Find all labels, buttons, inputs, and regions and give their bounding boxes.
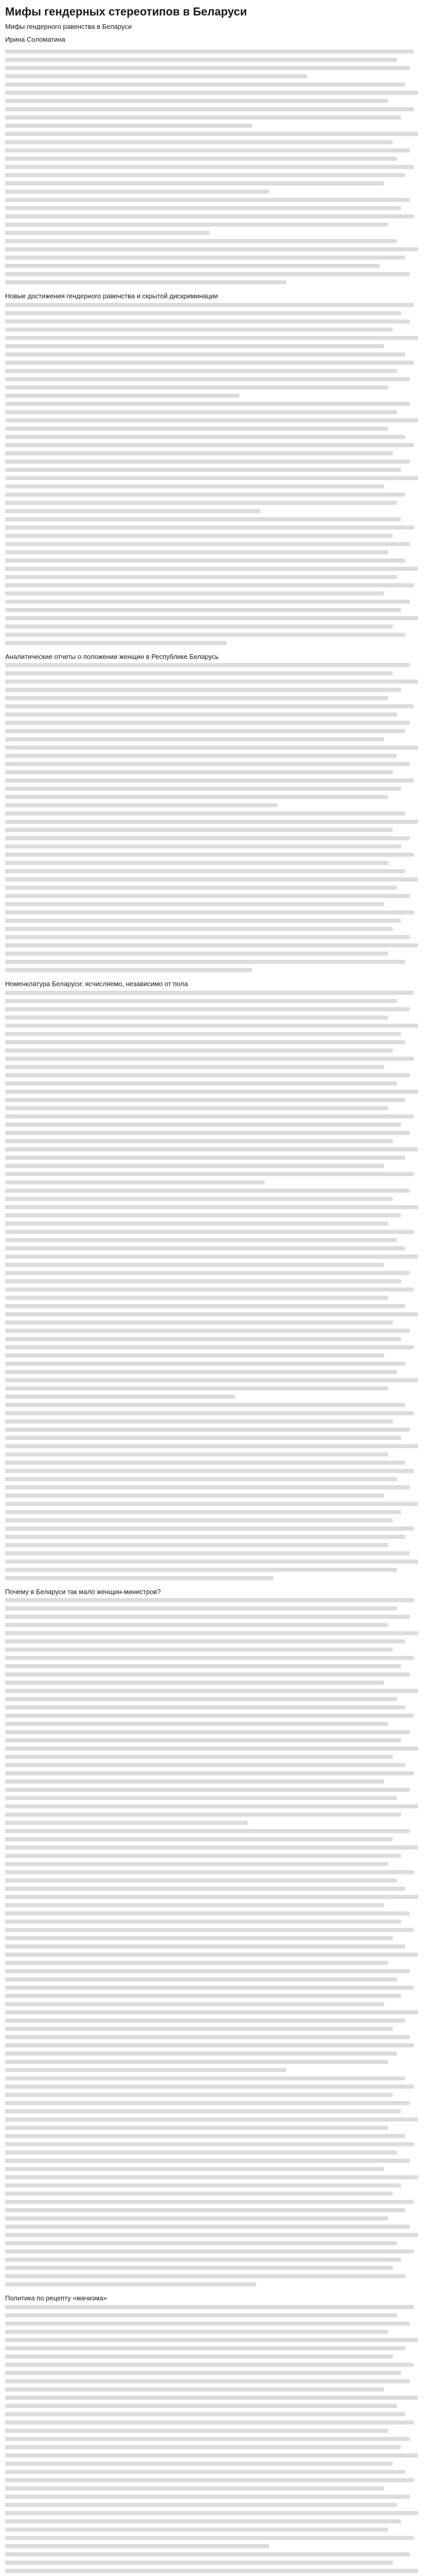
author-name: Ирина Соломатина: [5, 36, 65, 44]
section: [5, 1587, 431, 2287]
paragraph: [5, 1829, 431, 2072]
paragraph: [5, 2552, 431, 2576]
paragraph: [5, 49, 431, 78]
page-title: Мифы гендерных стереотипов в Беларуси: [5, 5, 247, 18]
page-subtitle: Мифы гендерного равенства в Беларуси: [5, 23, 132, 31]
section-heading: Политика по рецепту «мачизма»: [5, 2294, 107, 2302]
section-heading: Номенклатура Беларуси: ясчисляемо, независимо от пола: [5, 980, 188, 988]
section: [5, 979, 431, 1580]
paragraph: [5, 303, 431, 398]
paragraph: [5, 663, 431, 807]
section-heading: Почему в Беларуси так мало женщин-министров?: [5, 1587, 161, 1596]
paragraph: [5, 991, 431, 1184]
paragraph: [5, 1403, 431, 1580]
paragraph: [5, 198, 431, 235]
paragraph: [5, 2305, 431, 2548]
paragraph: [5, 239, 431, 284]
paragraph: [5, 132, 431, 194]
section: [5, 2294, 431, 2576]
paragraph: [5, 811, 431, 972]
paragraph: [5, 82, 431, 128]
section: [5, 292, 431, 645]
intro: [5, 49, 431, 284]
paragraph: [5, 1189, 431, 1399]
section: [5, 652, 431, 973]
paragraph: [5, 402, 431, 513]
paragraph: [5, 2076, 431, 2286]
paragraph: [5, 517, 431, 645]
section-heading: Новые достижения гендерного равенства и скрытой дискриминации: [5, 292, 218, 300]
section-heading: Аналитические отчеты о положении женщин в Республике Беларусь: [5, 652, 219, 660]
paragraph: [5, 1598, 431, 1825]
